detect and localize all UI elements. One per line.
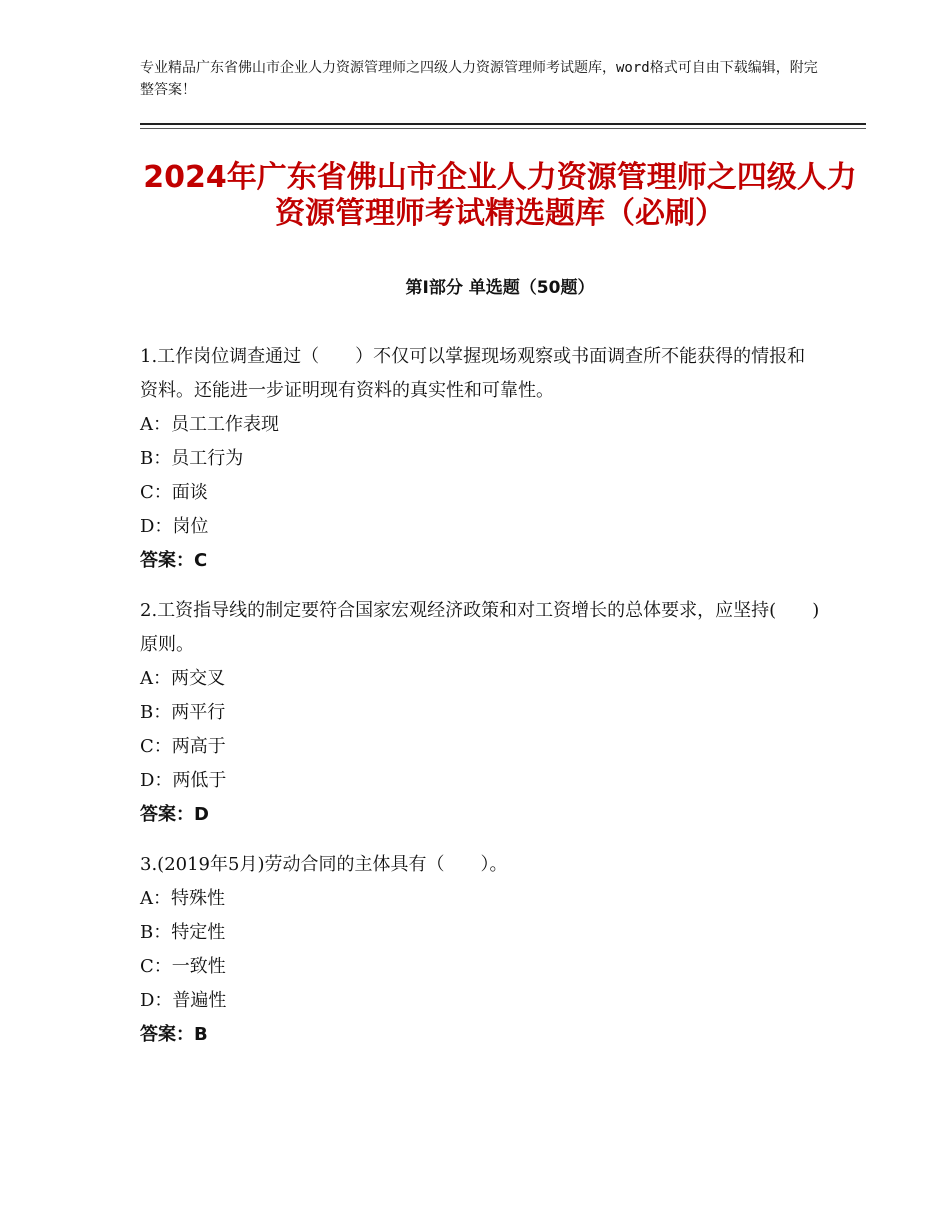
option-c: C：一致性 [140,956,226,977]
question-stem: 1.工作岗位调查通过（ ）不仅可以掌握现场观察或书面调查所不能获得的情报和资料。还能进一步证明现有资料的真实性和可靠性。 [140,346,806,401]
header-note: 专业精品广东省佛山市企业人力资源管理师之四级人力资源管理师考试题库，word格式可自由下载编辑，附完整答案！ [140,60,818,98]
answer-line [140,1018,820,1052]
question-stem: 2.工资指导线的制定要符合国家宏观经济政策和对工资增长的总体要求，应坚持( )原则。 [140,600,820,655]
option-b: B：特定性 [140,922,226,943]
answer-value: B [194,1024,208,1045]
option-c: C：两高于 [140,736,226,757]
answer-line [140,798,820,832]
question-list [140,340,820,1068]
question-1 [140,340,820,578]
option-b: B：员工行为 [140,448,244,469]
option-d: D：岗位 [140,516,209,537]
header-rule-thin [140,128,866,129]
option-d: D：普遍性 [140,990,227,1011]
option-c: C：面谈 [140,482,208,503]
option-b: B：两平行 [140,702,226,723]
option-d: D：两低于 [140,770,227,791]
answer-value: D [194,804,209,825]
option-a: A：特殊性 [140,888,225,909]
answer-line [140,544,820,578]
option-a: A：两交叉 [140,668,225,689]
option-a: A：员工工作表现 [140,414,279,435]
header-rule-thick [140,123,866,125]
question-2 [140,594,820,832]
section-title: 第Ⅰ部分 单选题（50题） [405,278,595,298]
question-stem: 3.(2019年5月)劳动合同的主体具有（ ）。 [140,854,508,875]
answer-label: 答案： [140,804,194,825]
question-3 [140,848,820,1052]
answer-value: C [194,550,208,571]
document-title: 2024年广东省佛山市企业人力资源管理师之四级人力资源管理师考试精选题库（必刷） [143,160,857,231]
answer-label: 答案： [140,550,194,571]
answer-label: 答案： [140,1024,194,1045]
